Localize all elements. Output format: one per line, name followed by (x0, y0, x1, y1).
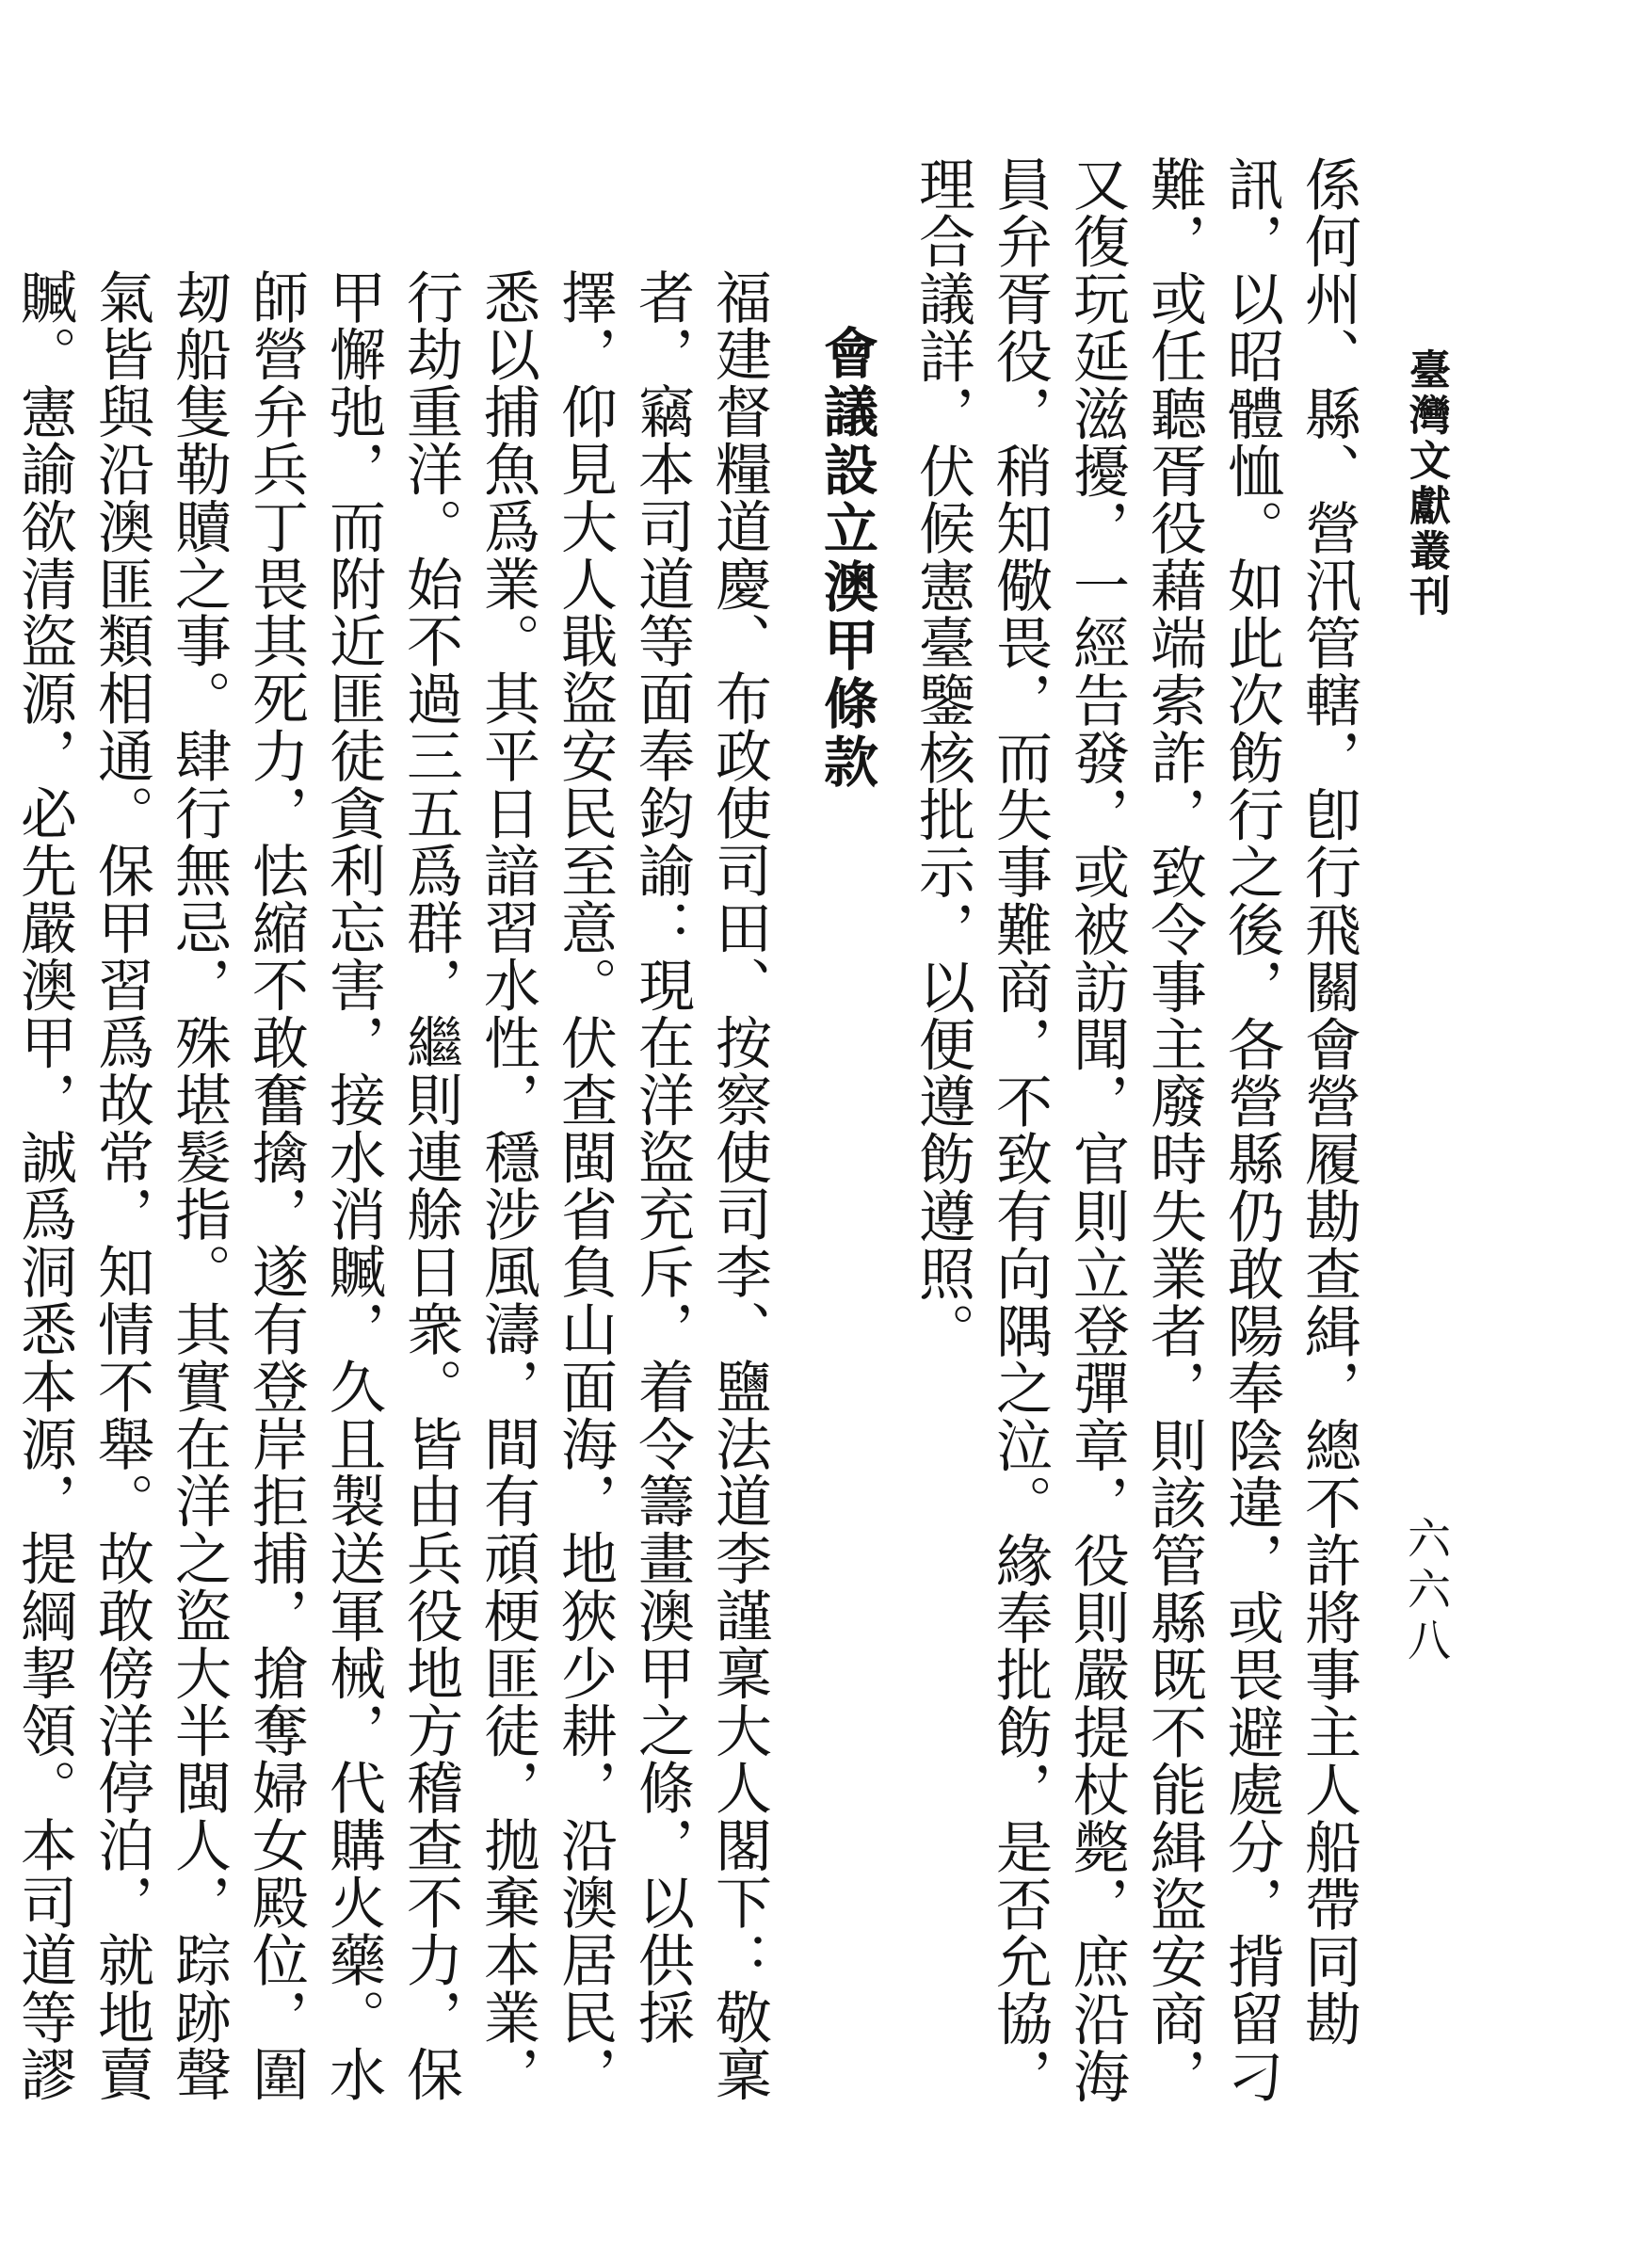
paragraph-1: 係何州、縣、營汛管轄，卽行飛關會營履勘查緝，總不許將事主人船帶同勘訊，以昭體恤。如此次飭行之後，各營縣仍敢陽奉陰違，或畏避處分，揹留刁難，或任聽胥役藉端索詐，致令事主廢時失業者，則該管縣既不能緝盜安商，又復玩延滋擾，一經告發，或被訪聞，官則立登彈章，役則嚴提杖斃，庶沿海員弁胥役，稍知儆畏，而失事難商，不致有向隅之泣。緣奉批飭，是否允協，理合議詳，伏候憲臺鑒核批示，以便遵飭遵照。 (910, 155, 1361, 2105)
section-heading: 會議設立澳甲條款 (814, 325, 878, 792)
running-title: 臺灣文獻叢刊 (1402, 348, 1450, 619)
paragraph-2: 福建督糧道慶、布政使司田、按察使司李、鹽法道李謹稟大人閣下：敬稟者，竊本司道等面奉鈞諭：現在洋盜充斥，着令籌畫澳甲之條，以供採擇，仰見大人戢盜安民至意。伏查閩省負山面海，地狹少耕，沿澳居民，悉以捕魚爲業。其平日諳習水性，穩涉風濤，間有頑梗匪徒，拋棄本業，行劫重洋。始不過三五爲群，繼則連艅日衆。皆由兵役地方稽查不力，保甲懈弛，而附近匪徒貪利忘害，接水消贓，久且製送軍械，代購火藥。水師營弁兵丁畏其死力，怯縮不敢奮擒，遂有登岸拒捕，搶奪婦女殿位，圍刼船隻勒贖之事。肆行無忌，殊堪髮指。其實在洋之盜大半閩人，踪跡聲氣皆與沿澳匪類相通。保甲習爲故常，知情不舉。故敢傍洋停泊，就地賣贓。憲諭欲清盜源，必先嚴澳甲，誠爲洞悉本源，提綱挈領。本司道等謬 (11, 268, 772, 2103)
body-text (0, 155, 1367, 2151)
page-number: 六六八 (1401, 1516, 1452, 1668)
